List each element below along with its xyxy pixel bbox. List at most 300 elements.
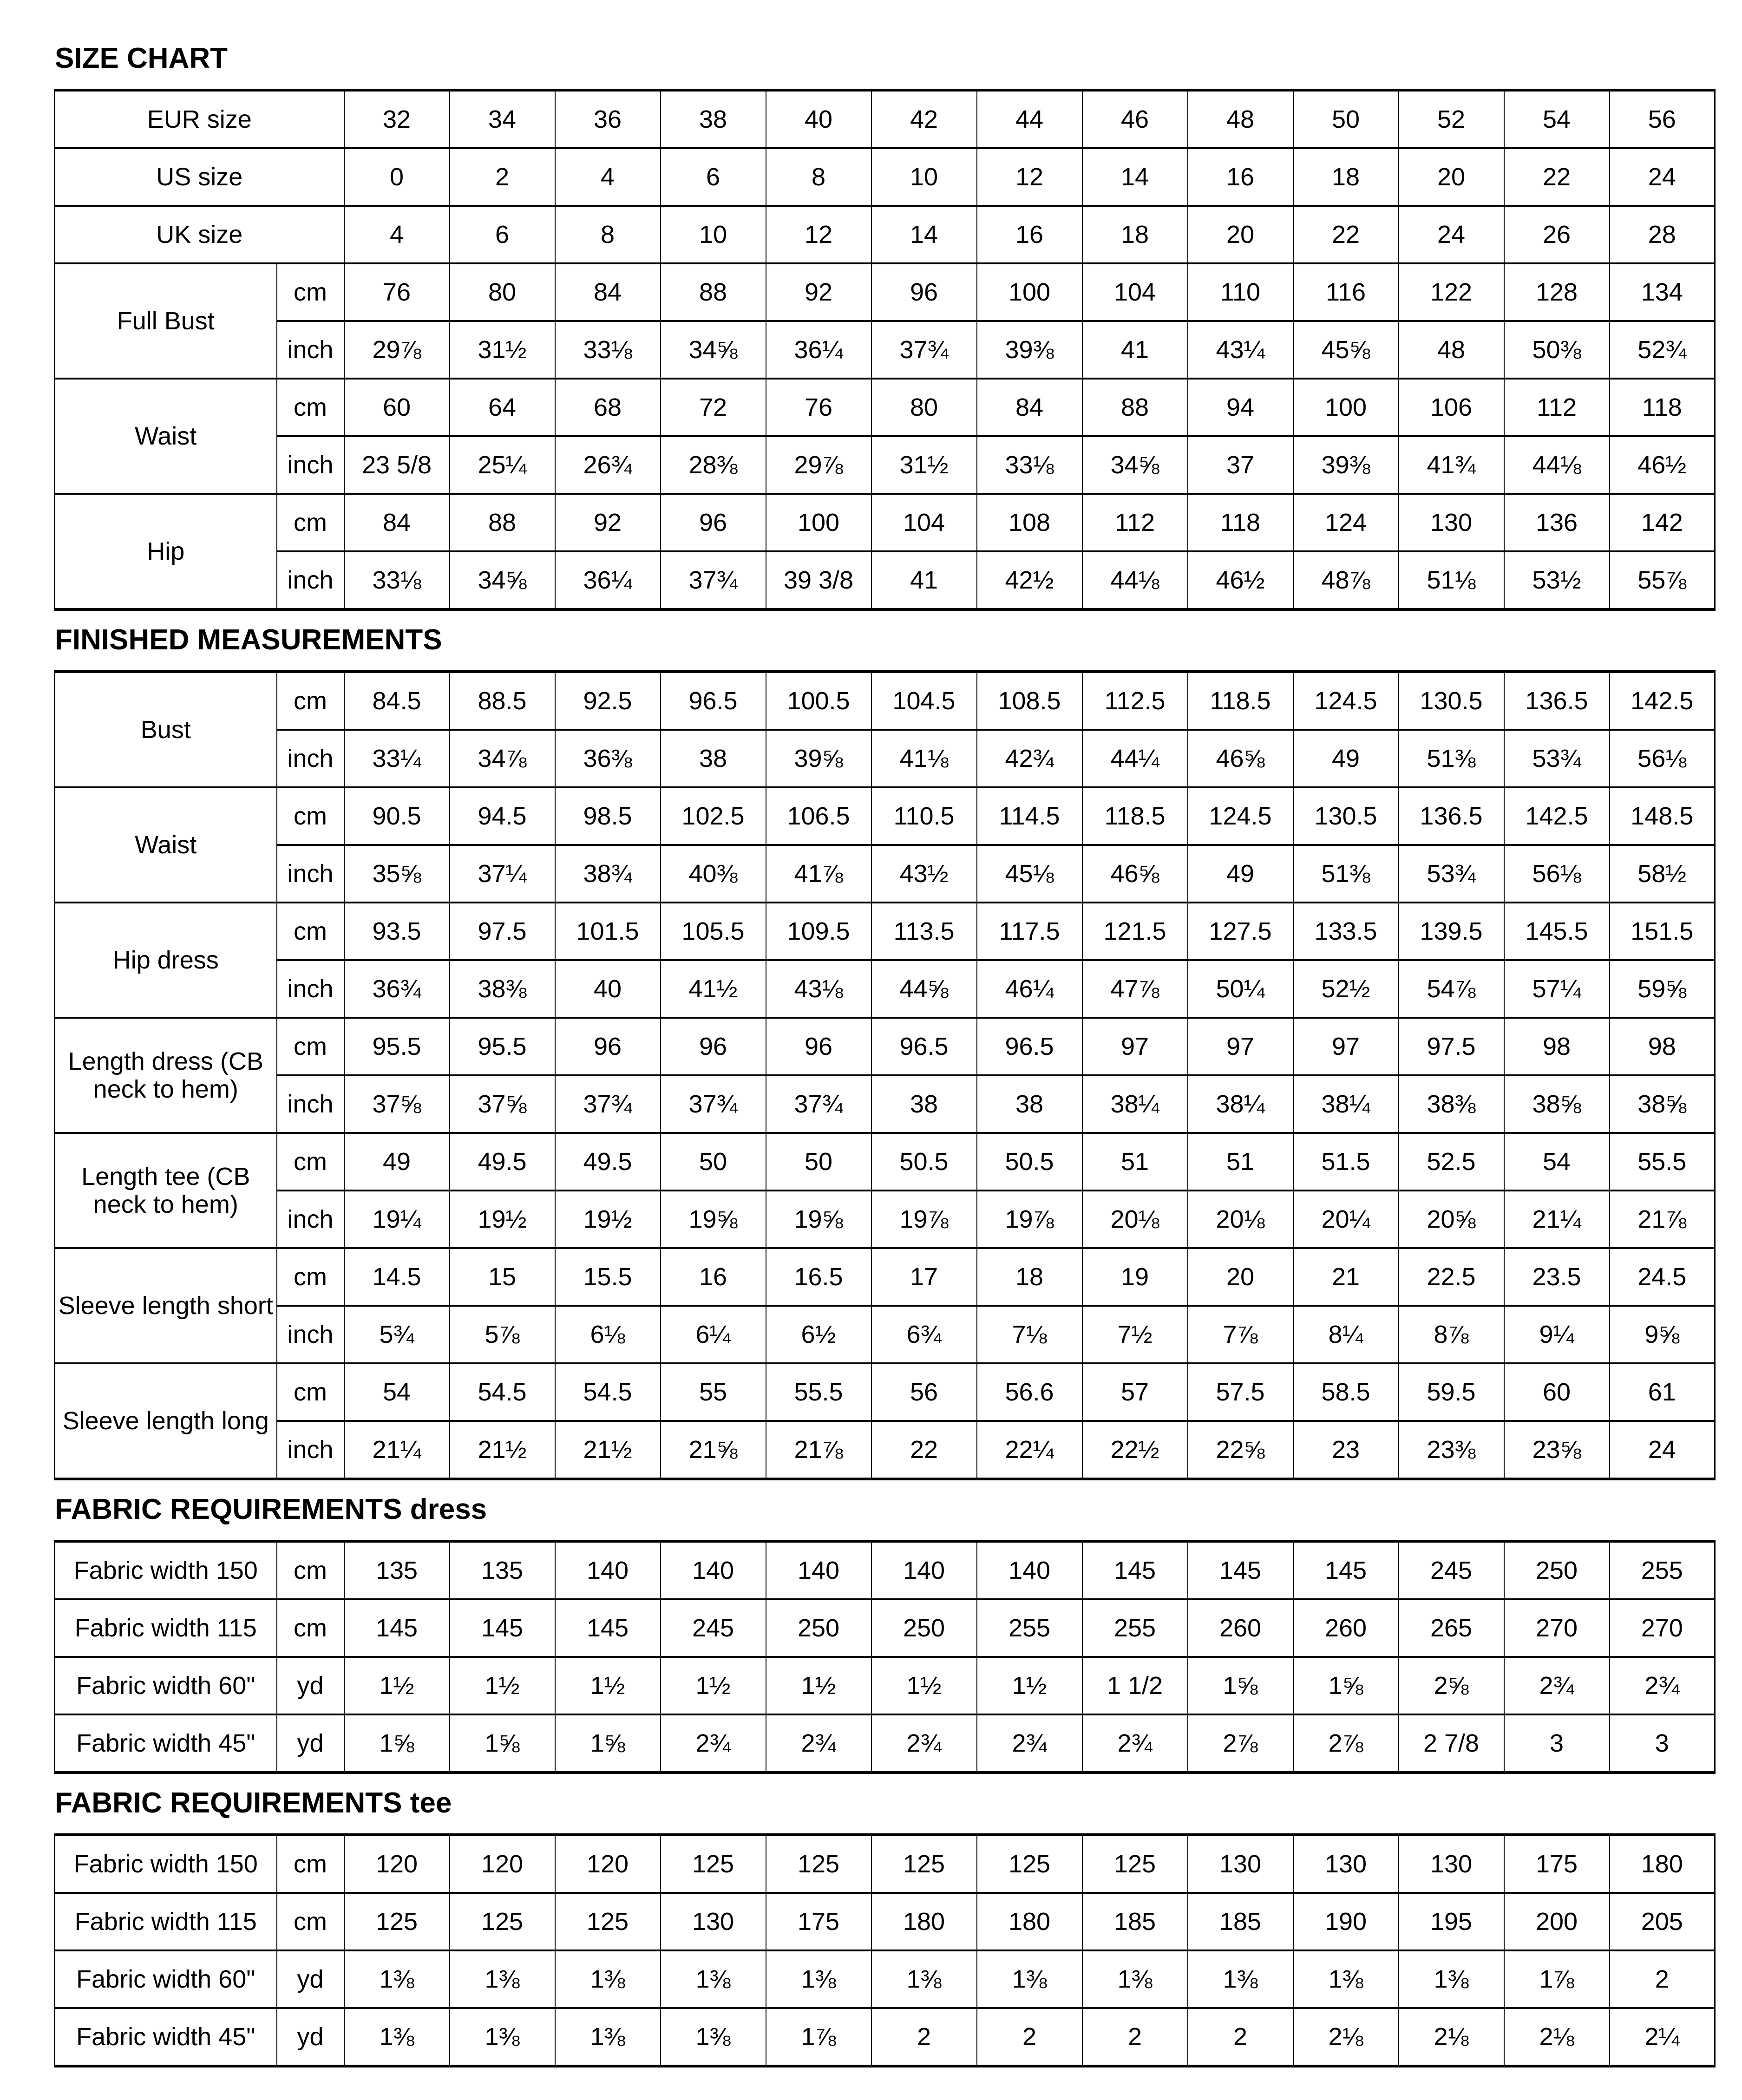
value-cell: 190 [1293, 1893, 1399, 1950]
value-cell: 38⅜ [450, 960, 555, 1018]
value-cell: 175 [1504, 1835, 1610, 1893]
value-cell: 24 [1610, 1421, 1715, 1479]
value-cell: 20 [1399, 148, 1504, 206]
value-cell: 43½ [871, 845, 977, 903]
value-cell: 61 [1610, 1363, 1715, 1421]
value-cell: 145 [555, 1599, 661, 1657]
value-cell: 108.5 [977, 672, 1082, 730]
value-cell: 16.5 [766, 1248, 871, 1306]
value-cell: 23 5/8 [344, 436, 450, 494]
value-cell: 1⅜ [977, 1950, 1082, 2008]
value-cell: 145 [1082, 1541, 1188, 1599]
value-cell: 76 [344, 263, 450, 321]
value-cell: 52.5 [1399, 1133, 1504, 1191]
value-cell: 88 [661, 263, 766, 321]
value-cell: 0 [344, 148, 450, 206]
value-cell: 16 [661, 1248, 766, 1306]
value-cell: 7⅛ [977, 1306, 1082, 1363]
value-cell: 1⅝ [450, 1714, 555, 1773]
value-cell: 38 [661, 730, 766, 787]
value-cell: 118 [1188, 494, 1293, 551]
table-row [55, 1714, 1715, 1773]
value-cell: 49 [1188, 845, 1293, 903]
value-cell: 52½ [1293, 960, 1399, 1018]
value-cell: 29⅞ [344, 321, 450, 379]
value-cell: 42¾ [977, 730, 1082, 787]
fabric-requirements-dress-table [54, 1540, 1716, 1774]
value-cell: 38¼ [1188, 1075, 1293, 1133]
value-cell: 80 [450, 263, 555, 321]
table-row [55, 1421, 1715, 1479]
fabric-width-label-cell: Fabric width 150 [55, 1541, 277, 1599]
unit-cell: inch [277, 1306, 344, 1363]
value-cell: 2⅝ [1399, 1657, 1504, 1714]
value-cell: 145 [1293, 1541, 1399, 1599]
value-cell: 88 [450, 494, 555, 551]
value-cell: 53¾ [1399, 845, 1504, 903]
value-cell: 21⅞ [1610, 1191, 1715, 1248]
value-cell: 1⅜ [450, 1950, 555, 2008]
value-cell: 6¾ [871, 1306, 977, 1363]
table-row [55, 1893, 1715, 1950]
value-cell: 36¼ [555, 551, 661, 609]
table-row [55, 321, 1715, 379]
value-cell: 2 [450, 148, 555, 206]
value-cell: 116 [1293, 263, 1399, 321]
value-cell: 92.5 [555, 672, 661, 730]
value-cell: 96.5 [977, 1018, 1082, 1075]
value-cell: 28 [1610, 206, 1715, 263]
value-cell: 125 [1082, 1835, 1188, 1893]
value-cell: 125 [555, 1893, 661, 1950]
value-cell: 46⅝ [1188, 730, 1293, 787]
table-row [55, 1075, 1715, 1133]
value-cell: 124 [1293, 494, 1399, 551]
value-cell: 5¾ [344, 1306, 450, 1363]
value-cell: 46¼ [977, 960, 1082, 1018]
value-cell: 49 [1293, 730, 1399, 787]
value-cell: 33⅛ [977, 436, 1082, 494]
table-row [55, 787, 1715, 845]
value-cell: 52¾ [1610, 321, 1715, 379]
value-cell: 2 [977, 2008, 1082, 2066]
value-cell: 60 [1504, 1363, 1610, 1421]
fabric-width-label-cell: Fabric width 115 [55, 1599, 277, 1657]
table-row [55, 1191, 1715, 1248]
value-cell: 37⅝ [450, 1075, 555, 1133]
value-cell: 1⅜ [871, 1950, 977, 2008]
value-cell: 100.5 [766, 672, 871, 730]
value-cell: 72 [661, 379, 766, 436]
value-cell: 140 [555, 1541, 661, 1599]
value-cell: 51 [1082, 1133, 1188, 1191]
value-cell: 255 [1610, 1541, 1715, 1599]
value-cell: 128 [1504, 263, 1610, 321]
value-cell: 54⅞ [1399, 960, 1504, 1018]
value-cell: 32 [344, 90, 450, 148]
value-cell: 33⅛ [344, 551, 450, 609]
value-cell: 16 [977, 206, 1082, 263]
table-row [55, 960, 1715, 1018]
size-system-label-cell: EUR size [55, 90, 344, 148]
value-cell: 35⅝ [344, 845, 450, 903]
value-cell: 34 [450, 90, 555, 148]
value-cell: 23 [1293, 1421, 1399, 1479]
value-cell: 21⅞ [766, 1421, 871, 1479]
value-cell: 140 [766, 1541, 871, 1599]
table-row [55, 903, 1715, 960]
value-cell: 54 [1504, 1133, 1610, 1191]
value-cell: 55.5 [766, 1363, 871, 1421]
value-cell: 34⅝ [1082, 436, 1188, 494]
size-system-label-cell: UK size [55, 206, 344, 263]
value-cell: 24.5 [1610, 1248, 1715, 1306]
value-cell: 1½ [871, 1657, 977, 1714]
table-row [55, 494, 1715, 551]
value-cell: 48 [1399, 321, 1504, 379]
value-cell: 38 [661, 90, 766, 148]
value-cell: 1½ [977, 1657, 1082, 1714]
value-cell: 96.5 [661, 672, 766, 730]
value-cell: 84.5 [344, 672, 450, 730]
value-cell: 98.5 [555, 787, 661, 845]
value-cell: 22 [1293, 206, 1399, 263]
table-row [55, 1363, 1715, 1421]
value-cell: 45⅝ [1293, 321, 1399, 379]
value-cell: 2 7/8 [1399, 1714, 1504, 1773]
value-cell: 8 [766, 148, 871, 206]
measure-label-cell: Length tee (CB neck to hem) [55, 1133, 277, 1248]
value-cell: 46½ [1188, 551, 1293, 609]
value-cell: 84 [344, 494, 450, 551]
value-cell: 1½ [344, 1657, 450, 1714]
unit-cell: inch [277, 551, 344, 609]
value-cell: 2¾ [871, 1714, 977, 1773]
value-cell: 55.5 [1610, 1133, 1715, 1191]
value-cell: 10 [871, 148, 977, 206]
value-cell: 26¾ [555, 436, 661, 494]
table-row [55, 379, 1715, 436]
value-cell: 23⅝ [1504, 1421, 1610, 1479]
value-cell: 2¾ [977, 1714, 1082, 1773]
measure-label-cell: Bust [55, 672, 277, 787]
value-cell: 96 [661, 1018, 766, 1075]
value-cell: 2 [1188, 2008, 1293, 2066]
value-cell: 1⅜ [555, 2008, 661, 2066]
value-cell: 1⅜ [1188, 1950, 1293, 2008]
value-cell: 12 [766, 206, 871, 263]
value-cell: 19⅝ [661, 1191, 766, 1248]
value-cell: 130 [1399, 1835, 1504, 1893]
value-cell: 97.5 [1399, 1018, 1504, 1075]
value-cell: 145.5 [1504, 903, 1610, 960]
value-cell: 21½ [450, 1421, 555, 1479]
value-cell: 7½ [1082, 1306, 1188, 1363]
value-cell: 55⅞ [1610, 551, 1715, 609]
value-cell: 1½ [766, 1657, 871, 1714]
value-cell: 118.5 [1082, 787, 1188, 845]
value-cell: 49.5 [450, 1133, 555, 1191]
value-cell: 1⅜ [661, 2008, 766, 2066]
value-cell: 250 [766, 1599, 871, 1657]
value-cell: 1⅜ [1082, 1950, 1188, 2008]
value-cell: 1⅝ [555, 1714, 661, 1773]
value-cell: 1⅝ [1293, 1657, 1399, 1714]
value-cell: 60 [344, 379, 450, 436]
size-chart-table [54, 89, 1716, 611]
value-cell: 64 [450, 379, 555, 436]
value-cell: 38 [871, 1075, 977, 1133]
value-cell: 94 [1188, 379, 1293, 436]
finished-measurements-title: FINISHED MEASUREMENTS [55, 624, 442, 656]
value-cell: 41 [1082, 321, 1188, 379]
value-cell: 100 [977, 263, 1082, 321]
value-cell: 140 [871, 1541, 977, 1599]
fabric-width-label-cell: Fabric width 45" [55, 1714, 277, 1773]
value-cell: 44⅛ [1504, 436, 1610, 494]
table-row [55, 148, 1715, 206]
value-cell: 21⅝ [661, 1421, 766, 1479]
value-cell: 44⅝ [871, 960, 977, 1018]
unit-cell: cm [277, 1018, 344, 1075]
value-cell: 18 [1293, 148, 1399, 206]
value-cell: 124.5 [1188, 787, 1293, 845]
value-cell: 1⅜ [766, 1950, 871, 2008]
value-cell: 5⅞ [450, 1306, 555, 1363]
value-cell: 38¾ [555, 845, 661, 903]
unit-cell: yd [277, 1714, 344, 1773]
value-cell: 104 [1082, 263, 1188, 321]
value-cell: 38¼ [1293, 1075, 1399, 1133]
value-cell: 59.5 [1399, 1363, 1504, 1421]
value-cell: 22⅝ [1188, 1421, 1293, 1479]
value-cell: 4 [344, 206, 450, 263]
value-cell: 41⅛ [871, 730, 977, 787]
value-cell: 136 [1504, 494, 1610, 551]
value-cell: 20¼ [1293, 1191, 1399, 1248]
value-cell: 112 [1082, 494, 1188, 551]
value-cell: 19½ [450, 1191, 555, 1248]
value-cell: 42½ [977, 551, 1082, 609]
unit-cell: cm [277, 1248, 344, 1306]
value-cell: 36¼ [766, 321, 871, 379]
value-cell: 125 [871, 1835, 977, 1893]
unit-cell: inch [277, 1191, 344, 1248]
value-cell: 10 [661, 206, 766, 263]
value-cell: 135 [344, 1541, 450, 1599]
value-cell: 20⅝ [1399, 1191, 1504, 1248]
value-cell: 51.5 [1293, 1133, 1399, 1191]
value-cell: 106 [1399, 379, 1504, 436]
value-cell: 120 [344, 1835, 450, 1893]
value-cell: 48⅞ [1293, 551, 1399, 609]
value-cell: 54.5 [450, 1363, 555, 1421]
value-cell: 38⅝ [1504, 1075, 1610, 1133]
value-cell: 113.5 [871, 903, 977, 960]
value-cell: 37⅝ [344, 1075, 450, 1133]
value-cell: 122 [1399, 263, 1504, 321]
value-cell: 175 [766, 1893, 871, 1950]
value-cell: 151.5 [1610, 903, 1715, 960]
unit-cell: cm [277, 1363, 344, 1421]
value-cell: 19⅝ [766, 1191, 871, 1248]
value-cell: 21½ [555, 1421, 661, 1479]
unit-cell: inch [277, 960, 344, 1018]
unit-cell: cm [277, 1599, 344, 1657]
value-cell: 185 [1188, 1893, 1293, 1950]
value-cell: 145 [1188, 1541, 1293, 1599]
value-cell: 136.5 [1399, 787, 1504, 845]
value-cell: 51 [1188, 1133, 1293, 1191]
value-cell: 6½ [766, 1306, 871, 1363]
unit-cell: cm [277, 903, 344, 960]
table-row [55, 90, 1715, 148]
value-cell: 40 [555, 960, 661, 1018]
measure-label-cell: Waist [55, 379, 277, 494]
value-cell: 148.5 [1610, 787, 1715, 845]
value-cell: 1⅜ [1399, 1950, 1504, 2008]
value-cell: 124.5 [1293, 672, 1399, 730]
value-cell: 255 [1082, 1599, 1188, 1657]
unit-cell: cm [277, 1893, 344, 1950]
value-cell: 12 [977, 148, 1082, 206]
value-cell: 139.5 [1399, 903, 1504, 960]
value-cell: 22¼ [977, 1421, 1082, 1479]
value-cell: 46 [1082, 90, 1188, 148]
value-cell: 45⅛ [977, 845, 1082, 903]
value-cell: 100 [1293, 379, 1399, 436]
value-cell: 17 [871, 1248, 977, 1306]
value-cell: 52 [1399, 90, 1504, 148]
table-row [55, 1657, 1715, 1714]
value-cell: 28⅜ [661, 436, 766, 494]
finished-measurements-table [54, 670, 1716, 1480]
value-cell: 38⅜ [1399, 1075, 1504, 1133]
value-cell: 37¾ [766, 1075, 871, 1133]
value-cell: 56⅛ [1610, 730, 1715, 787]
value-cell: 37¾ [555, 1075, 661, 1133]
value-cell: 46½ [1610, 436, 1715, 494]
value-cell: 18 [977, 1248, 1082, 1306]
value-cell: 245 [661, 1599, 766, 1657]
value-cell: 105.5 [661, 903, 766, 960]
value-cell: 41½ [661, 960, 766, 1018]
value-cell: 43⅛ [766, 960, 871, 1018]
value-cell: 142 [1610, 494, 1715, 551]
measure-label-cell: Sleeve length long [55, 1363, 277, 1479]
table-row [55, 1306, 1715, 1363]
value-cell: 38 [977, 1075, 1082, 1133]
value-cell: 97 [1082, 1018, 1188, 1075]
value-cell: 2⅞ [1188, 1714, 1293, 1773]
value-cell: 185 [1082, 1893, 1188, 1950]
value-cell: 92 [766, 263, 871, 321]
value-cell: 180 [977, 1893, 1082, 1950]
fabric-requirements-tee-title: FABRIC REQUIREMENTS tee [55, 1787, 452, 1819]
value-cell: 24 [1399, 206, 1504, 263]
unit-cell: inch [277, 1075, 344, 1133]
value-cell: 106.5 [766, 787, 871, 845]
value-cell: 104 [871, 494, 977, 551]
value-cell: 41¾ [1399, 436, 1504, 494]
value-cell: 18 [1082, 206, 1188, 263]
value-cell: 6 [450, 206, 555, 263]
value-cell: 1⅜ [555, 1950, 661, 2008]
value-cell: 118.5 [1188, 672, 1293, 730]
value-cell: 125 [977, 1835, 1082, 1893]
value-cell: 265 [1399, 1599, 1504, 1657]
value-cell: 50.5 [977, 1133, 1082, 1191]
unit-cell: inch [277, 436, 344, 494]
value-cell: 100 [766, 494, 871, 551]
value-cell: 3 [1610, 1714, 1715, 1773]
table-row [55, 206, 1715, 263]
value-cell: 96 [766, 1018, 871, 1075]
value-cell: 120 [450, 1835, 555, 1893]
value-cell: 205 [1610, 1893, 1715, 1950]
value-cell: 3 [1504, 1714, 1610, 1773]
value-cell: 96.5 [871, 1018, 977, 1075]
value-cell: 54 [1504, 90, 1610, 148]
value-cell: 255 [977, 1599, 1082, 1657]
table-row [55, 1248, 1715, 1306]
value-cell: 2⅛ [1293, 2008, 1399, 2066]
value-cell: 112 [1504, 379, 1610, 436]
value-cell: 56⅛ [1504, 845, 1610, 903]
value-cell: 37¾ [661, 1075, 766, 1133]
value-cell: 2 [1610, 1950, 1715, 2008]
value-cell: 49.5 [555, 1133, 661, 1191]
value-cell: 56 [1610, 90, 1715, 148]
value-cell: 1⅞ [766, 2008, 871, 2066]
value-cell: 36¾ [344, 960, 450, 1018]
value-cell: 125 [450, 1893, 555, 1950]
value-cell: 44⅛ [1082, 551, 1188, 609]
table-row [55, 1541, 1715, 1599]
value-cell: 40 [766, 90, 871, 148]
value-cell: 47⅞ [1082, 960, 1188, 1018]
table-row [55, 551, 1715, 609]
value-cell: 133.5 [1293, 903, 1399, 960]
value-cell: 250 [1504, 1541, 1610, 1599]
table-row [55, 1950, 1715, 2008]
value-cell: 37¾ [871, 321, 977, 379]
table-row [55, 2008, 1715, 2066]
value-cell: 50 [766, 1133, 871, 1191]
value-cell: 97 [1293, 1018, 1399, 1075]
value-cell: 22½ [1082, 1421, 1188, 1479]
unit-cell: inch [277, 1421, 344, 1479]
value-cell: 19½ [555, 1191, 661, 1248]
value-cell: 38¼ [1082, 1075, 1188, 1133]
value-cell: 1⅜ [344, 2008, 450, 2066]
value-cell: 92 [555, 494, 661, 551]
value-cell: 4 [555, 148, 661, 206]
value-cell: 2¼ [1610, 2008, 1715, 2066]
value-cell: 59⅝ [1610, 960, 1715, 1018]
value-cell: 20⅛ [1188, 1191, 1293, 1248]
measure-label-cell: Hip [55, 494, 277, 609]
value-cell: 46⅝ [1082, 845, 1188, 903]
value-cell: 48 [1188, 90, 1293, 148]
value-cell: 1½ [450, 1657, 555, 1714]
value-cell: 56.6 [977, 1363, 1082, 1421]
measure-label-cell: Waist [55, 787, 277, 903]
value-cell: 25¼ [450, 436, 555, 494]
measure-label-cell: Hip dress [55, 903, 277, 1018]
value-cell: 22 [1504, 148, 1610, 206]
value-cell: 180 [1610, 1835, 1715, 1893]
